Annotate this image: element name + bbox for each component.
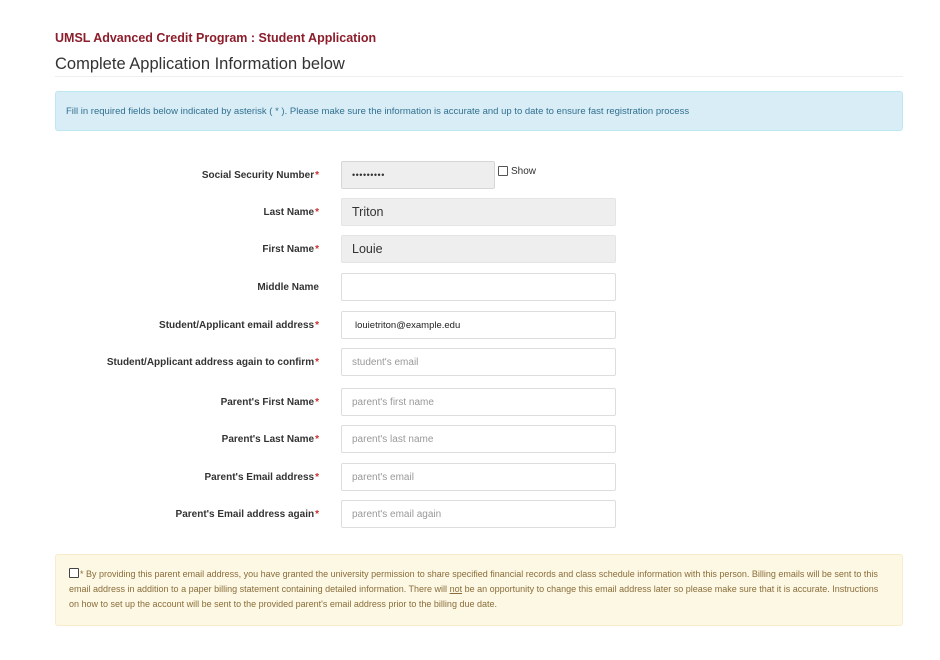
parent-last-name-input[interactable] — [341, 425, 616, 453]
last-name-label: Last Name * — [263, 206, 319, 218]
program-title: UMSL Advanced Credit Program : Student Application — [55, 31, 377, 45]
last-name-input[interactable] — [341, 198, 616, 226]
parent-consent-notice — [55, 554, 903, 626]
consent-text-after: be an opportunity to change this email address later so please make sure that it is accurate. Instructions on how to set up the account will be sent to the provided parent's email address prior to the billing due date. — [69, 584, 879, 609]
parent-email-again-row — [0, 500, 940, 528]
ssn-input[interactable] — [341, 161, 495, 189]
middle-name-input[interactable] — [341, 273, 616, 301]
required-asterisk: * — [315, 471, 319, 483]
consent-text-before: By providing this parent email address, you have granted the university permission to share specified financial records and class schedule information with this person. Billing emails will be sent to this email address in addition to a paper billing statement containing detailed information. There will — [69, 569, 878, 594]
parent-consent-checkbox[interactable] — [69, 568, 79, 578]
parent-email-again-input[interactable] — [341, 500, 616, 528]
student-email-label: Student/Applicant email address * — [159, 319, 319, 331]
page-subtitle: Complete Application Information below — [55, 55, 345, 73]
parent-email-again-label: Parent's Email address again * — [175, 508, 319, 520]
parent-last-name-row — [0, 425, 940, 453]
info-alert-text: Fill in required fields below indicated by asterisk ( * ). Please make sure the information is accurate and up to date to ensure fast registration process — [66, 105, 690, 117]
parent-first-name-input[interactable] — [341, 388, 616, 416]
first-name-row — [0, 235, 940, 263]
consent-asterisk: * — [80, 569, 84, 579]
middle-name-row — [0, 273, 940, 301]
parent-last-name-label: Parent's Last Name * — [221, 433, 319, 445]
show-ssn-label: Show — [511, 165, 537, 177]
parent-email-input[interactable] — [341, 463, 616, 491]
first-name-input[interactable] — [341, 235, 616, 263]
required-asterisk: * — [315, 169, 319, 181]
student-email-confirm-input[interactable] — [341, 348, 616, 376]
required-asterisk: * — [315, 243, 319, 255]
required-asterisk: * — [315, 206, 319, 218]
first-name-label: First Name * — [262, 243, 319, 255]
consent-emphasis: not — [449, 584, 463, 594]
required-asterisk: * — [315, 508, 319, 520]
student-email-confirm-label: Student/Applicant address again to confirm * — [106, 356, 319, 368]
student-email-row — [0, 311, 940, 339]
ssn-label: Social Security Number * — [201, 169, 319, 181]
ssn-row — [0, 161, 940, 189]
student-email-confirm-row — [0, 348, 940, 376]
show-ssn-toggle[interactable] — [498, 164, 536, 178]
required-asterisk: * — [315, 356, 319, 368]
middle-name-label: Middle Name — [257, 281, 319, 293]
required-asterisk: * — [315, 319, 319, 331]
parent-first-name-label: Parent's First Name * — [220, 396, 319, 408]
show-ssn-checkbox[interactable] — [498, 166, 508, 176]
required-asterisk: * — [315, 396, 319, 408]
student-email-input[interactable] — [341, 311, 616, 339]
required-asterisk: * — [315, 433, 319, 445]
parent-email-label: Parent's Email address * — [204, 471, 319, 483]
last-name-row — [0, 198, 940, 226]
info-alert — [55, 91, 903, 131]
parent-email-row — [0, 463, 940, 491]
parent-first-name-row — [0, 388, 940, 416]
title-divider — [55, 76, 903, 77]
